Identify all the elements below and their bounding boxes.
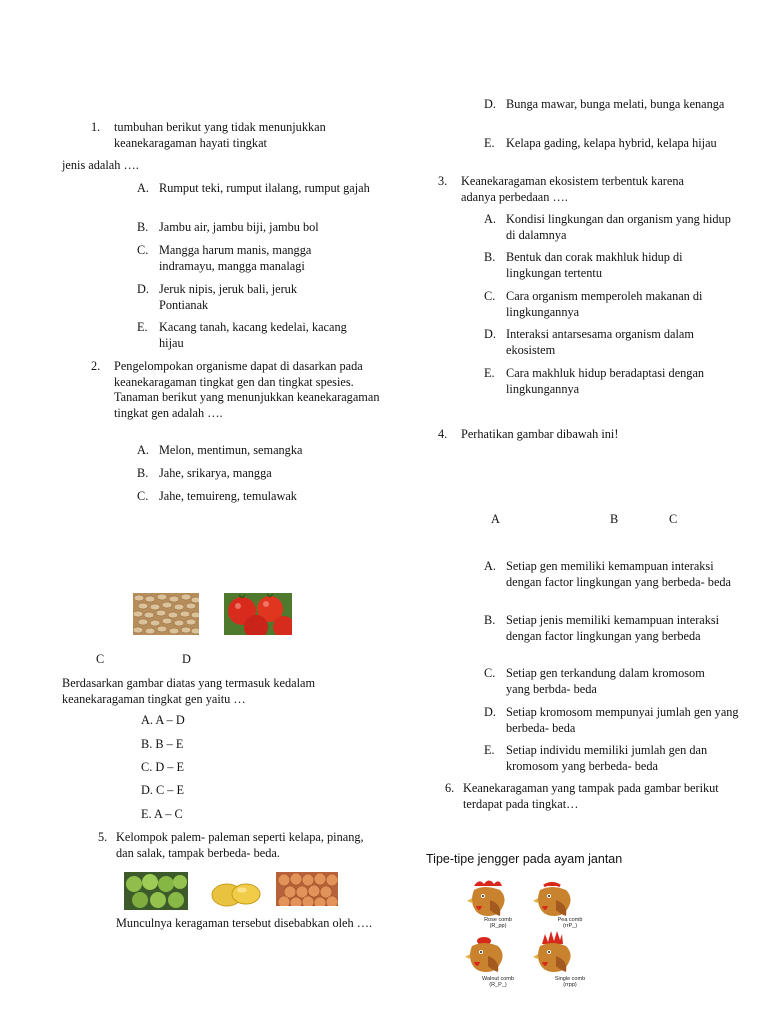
question-stem: Keanekaragaman yang tampak pada gambar berikut terdapat pada tingkat…: [463, 781, 719, 811]
option-text: Mangga harum manis, mangga indramayu, mangga manalagi: [159, 243, 312, 273]
figure-title: Tipe-tipe jengger pada ayam jantan: [426, 852, 623, 866]
picture-label-c: C: [96, 652, 105, 666]
option-letter: D.: [484, 705, 496, 719]
picture-label-a: A: [491, 512, 500, 526]
option-text: Interaksi antarsesama organism dalam ekosistem: [506, 327, 694, 357]
option-text: Jeruk nipis, jeruk bali, jeruk Pontianak: [159, 282, 297, 312]
gen-option: E. A – C: [141, 807, 183, 821]
caption-walnut-comb: Walnut comb (R_P_): [482, 976, 514, 988]
picture-label-d: D: [182, 652, 191, 666]
peanut-picture: [133, 593, 199, 635]
option-letter: C.: [137, 243, 149, 257]
question-number: 2.: [91, 359, 101, 373]
option-text: Melon, mentimun, semangka: [159, 443, 303, 457]
option-text: Setiap gen terkandung dalam kromosom yang berbda- beda: [506, 666, 705, 696]
question-stem: Perhatikan gambar dibawah ini!: [461, 427, 619, 441]
option-letter: E.: [484, 136, 495, 150]
question-stem: Kelompok palem- paleman seperti kelapa, pinang, dan salak, tampak berbeda- beda.: [116, 830, 364, 860]
caption-pea-comb: Pea comb (rrP_): [557, 917, 583, 929]
option-text: Setiap gen memiliki kemampuan interaksi dengan factor lingkungan yang berbeda- beda: [506, 559, 732, 589]
gen-option: A. A – D: [141, 713, 185, 727]
tomato-picture: [224, 593, 292, 635]
option-text: Bentuk dan corak makhluk hidup di lingkungan tertentu: [506, 250, 683, 280]
rooster-pea-comb-icon: [533, 884, 571, 917]
option-letter: D.: [137, 282, 149, 296]
option-letter: A.: [137, 443, 149, 457]
orange-fruit-picture: [276, 872, 338, 906]
option-text: Kelapa gading, kelapa hybrid, kelapa hijau: [506, 136, 717, 150]
option-text: Setiap jenis memiliki kemampuan interaksi dengan factor lingkungan yang berbeda: [506, 613, 720, 643]
green-palm-fruit-picture: [124, 872, 188, 910]
option-text: Bunga mawar, bunga melati, bunga kenanga: [506, 97, 725, 111]
option-letter: D.: [484, 327, 496, 341]
option-letter: C.: [484, 289, 496, 303]
option-letter: E.: [137, 320, 148, 334]
option-letter: D.: [484, 97, 496, 111]
rooster-walnut-comb-icon: [465, 937, 503, 972]
rooster-rose-comb-icon: [467, 881, 505, 917]
question-number: 5.: [98, 830, 108, 844]
question-stem: Keanekaragaman ekosistem terbentuk karena adanya perbedaan ….: [461, 174, 684, 204]
option-text: Cara makhluk hidup beradaptasi dengan lingkungannya: [506, 366, 705, 396]
caption-rose-comb: Rose comb (R_pp): [484, 917, 512, 929]
question-5-followup: Munculnya keragaman tersebut disebabkan oleh ….: [116, 916, 373, 930]
picture-label-c: C: [669, 512, 678, 526]
caption-single-comb: Single comb (rrpp): [554, 976, 586, 988]
option-text: Cara organism memperoleh makanan di lingkungannya: [506, 289, 703, 319]
option-letter: B.: [484, 613, 496, 627]
option-letter: E.: [484, 743, 495, 757]
gen-option: D. C – E: [141, 783, 185, 797]
option-letter: C.: [484, 666, 496, 680]
option-letter: A.: [137, 181, 149, 195]
option-text: Kondisi lingkungan dan organism yang hidup di dalamnya: [506, 212, 731, 242]
option-text: Jambu air, jambu biji, jambu bol: [159, 220, 319, 234]
option-letter: E.: [484, 366, 495, 380]
option-text: Rumput teki, rumput ilalang, rumput gajah: [159, 181, 370, 195]
option-text: Jahe, srikarya, mangga: [159, 466, 272, 480]
option-letter: B.: [137, 466, 149, 480]
question-number: 1.: [91, 120, 101, 134]
question-stem: Pengelompokan organisme dapat di dasarkan pada keanekaragaman tingkat gen dan tingkat spesies. Tanaman berikut yang menunjukkan keanekaragaman tingkat gen adalah ….: [114, 359, 380, 420]
option-letter: A.: [484, 559, 496, 573]
question-number: 3.: [438, 174, 448, 188]
picture-label-b: B: [610, 512, 619, 526]
option-text: Kacang tanah, kacang kedelai, kacang hijau: [159, 320, 347, 350]
rooster-single-comb-icon: [533, 931, 571, 972]
question-number: 4.: [438, 427, 448, 441]
option-letter: C.: [137, 489, 149, 503]
gen-option: C. D – E: [141, 760, 185, 774]
option-text: Jahe, temuireng, temulawak: [159, 489, 297, 503]
question-stem: tumbuhan berikut yang tidak menunjukkan keanekaragaman hayati tingkat: [114, 120, 326, 150]
option-letter: A.: [484, 212, 496, 226]
rooster-comb-figure: [412, 850, 648, 994]
option-text: Setiap individu memiliki jumlah gen dan kromosom yang berbeda- beda: [506, 743, 708, 773]
option-letter: B.: [484, 250, 496, 264]
gen-question: Berdasarkan gambar diatas yang termasuk kedalam keanekaragaman tingkat gen yaitu …: [62, 676, 316, 706]
option-letter: B.: [137, 220, 149, 234]
question-stem-continuation: jenis adalah ….: [62, 158, 139, 172]
question-number: 6.: [445, 781, 455, 795]
yellow-fruit-picture: [208, 878, 264, 908]
option-text: Setiap kromosom mempunyai jumlah gen yang berbeda- beda: [506, 705, 739, 735]
gen-option: B. B – E: [141, 737, 184, 751]
